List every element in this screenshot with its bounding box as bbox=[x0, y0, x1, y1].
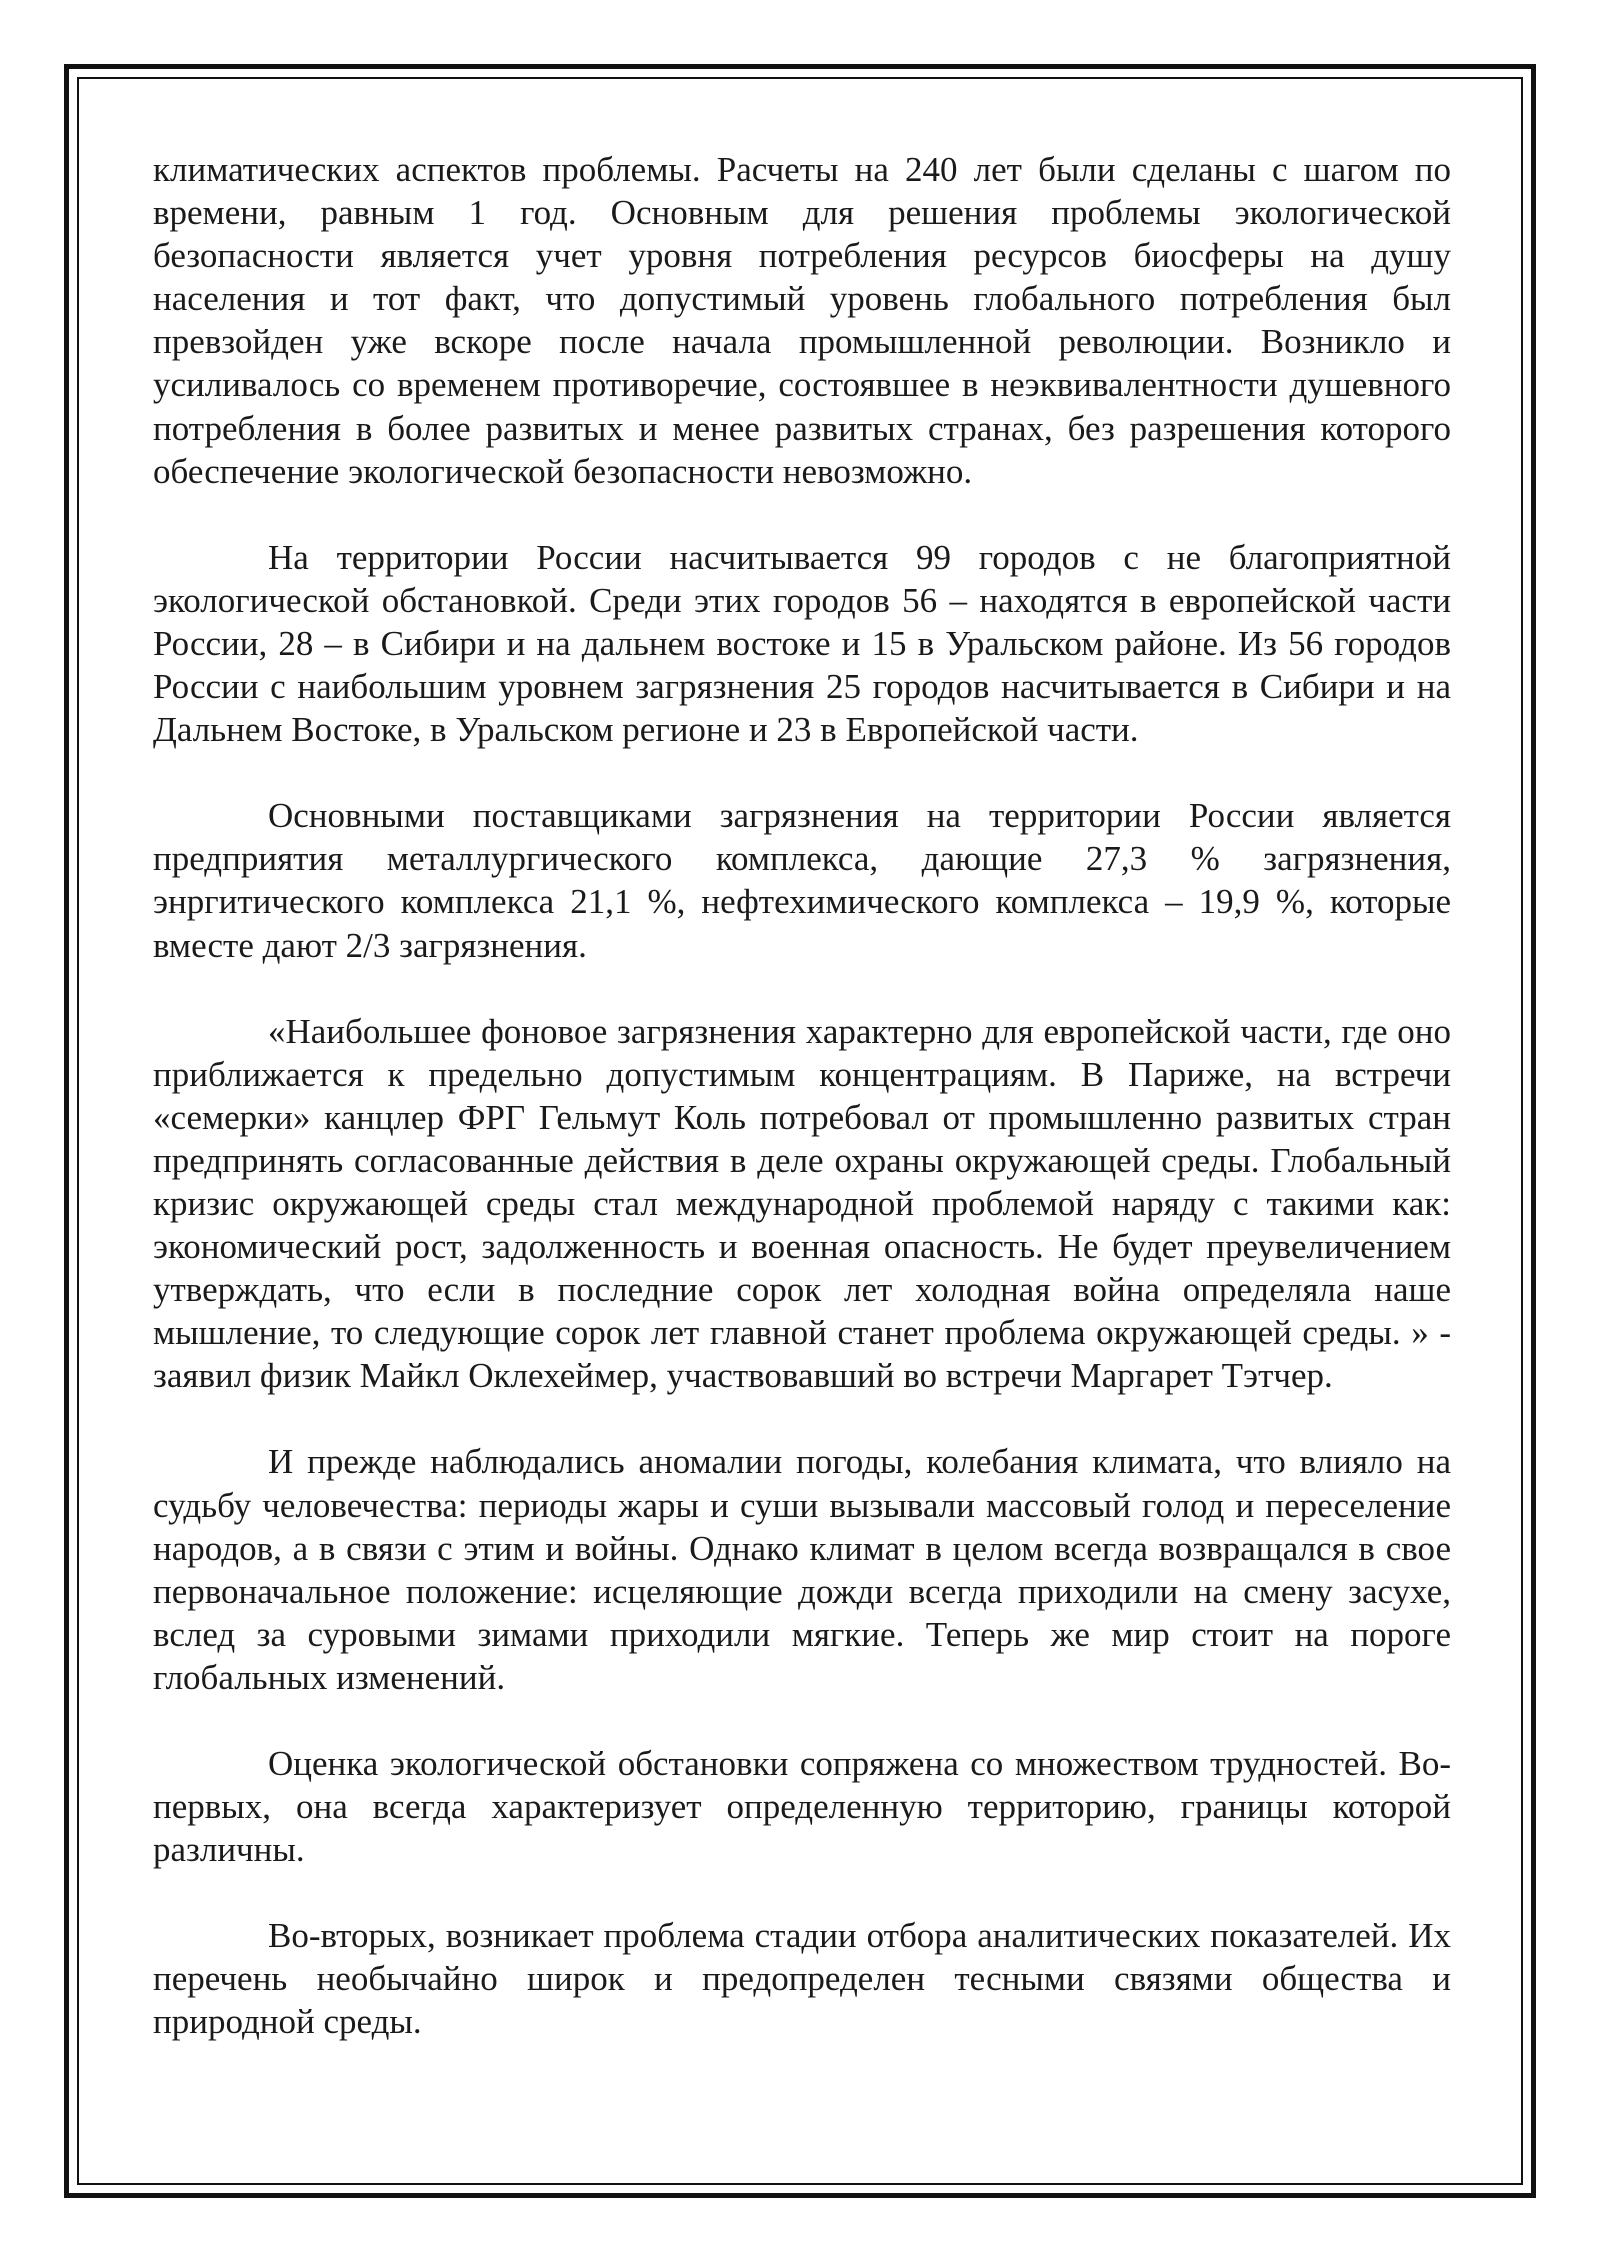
paragraph-indicator-selection: Во-вторых, возникает проблема стадии отбора аналитических показателей. Их перечень необычайно широк и предопределен тесными связями общества и природной среды. bbox=[153, 1916, 1451, 2042]
document-body bbox=[153, 148, 1451, 2087]
paragraph-pollution-sources: Основными поставщиками загрязнения на территории России является предприятия металлургического комплекса, дающие 27,3 % загрязнения, энргитического комплекса 21,1 %, нефтехимического комплекса – 19,9 %, которые вместе дают 2/3 загрязнения. bbox=[153, 796, 1451, 965]
paragraph-quote-background-pollution: «Наибольшее фоновое загрязнения характерно для европейской части, где оно приближается к предельно допустимым концентрациям. В Париже, на встречи «семерки» канцлер ФРГ Гельмут Коль потребовал от промышленно развитых стран предпринять согласованные действия в деле охраны окружающей среды. Глобальный кризис окружающей среды стал международной проблемой наряду с такими как: экономический рост, задолженность и военная опасность. Не будет преувеличением утверждать, что если в последние сорок лет холодная война определяла наше мышление, то следующие сорок лет главной станет проблема окружающей среды. » - заявил физик Майкл Оклехеймер, участвовавший во встречи Маргарет Тэтчер. bbox=[153, 1011, 1451, 1396]
paragraph-assessment-difficulties: Оценка экологической обстановки сопряжена со множеством трудностей. Во-первых, она всегда характеризует определенную территорию, границы которой различны. bbox=[153, 1744, 1451, 1870]
paragraph-climate-aspects: климатических аспектов проблемы. Расчеты на 240 лет были сделаны с шагом по времени, равным 1 год. Основным для решения проблемы экологической безопасности является учет уровня потребления ресурсов биосферы на душу населения и тот факт, что допустимый уровень глобального потребления был превзойден уже вскоре после начала промышленной революции. Возникло и усиливалось со временем противоречие, состоявшее в неэквивалентности душевного потребления в более развитых и менее развитых странах, без разрешения которого обеспечение экологической безопасности невозможно. bbox=[153, 150, 1451, 491]
paragraph-weather-anomalies: И прежде наблюдались аномалии погоды, колебания климата, что влияло на судьбу человечества: периоды жары и суши вызывали массовый голод и переселение народов, а в связи с этим и войны. Однако климат в целом всегда возвращался в свое первоначальное положение: исцеляющие дожди всегда приходили на смену засухе, вслед за суровыми зимами приходили мягкие. Теперь же мир стоит на пороге глобальных изменений. bbox=[153, 1442, 1451, 1697]
paragraph-russian-cities: На территории России насчитывается 99 городов с не благоприятной экологической обстановкой. Среди этих городов 56 – находятся в европейской части России, 28 – в Сибири и на дальнем востоке и 15 в Уральском районе. Из 56 городов России с наибольшим уровнем загрязнения 25 городов насчитывается в Сибири и на Дальнем Востоке, в Уральском регионе и 23 в Европейской части. bbox=[153, 537, 1451, 750]
